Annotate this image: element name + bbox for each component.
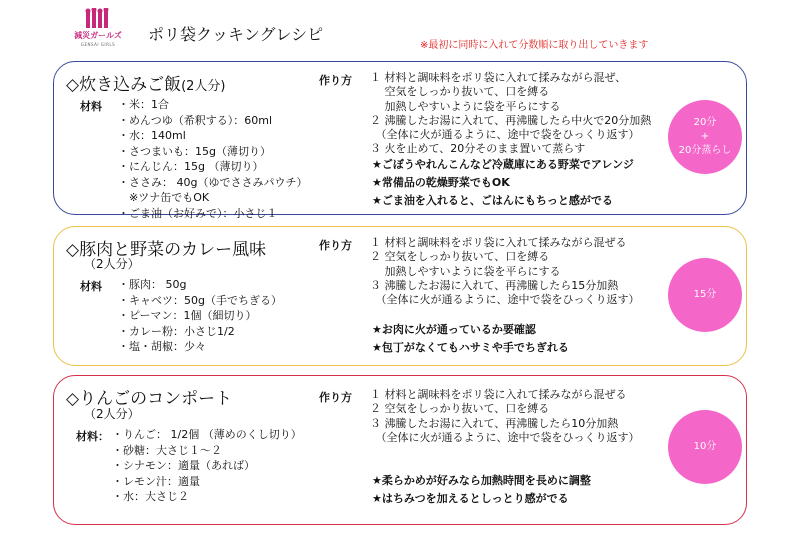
step-list bbox=[370, 236, 640, 307]
step-list bbox=[370, 388, 640, 445]
recipe-servings: （2人分） bbox=[84, 257, 140, 271]
step-item: 空気をしっかり抜いて、口を縛る bbox=[370, 85, 550, 99]
method-label: 作り方 bbox=[319, 239, 352, 252]
logo bbox=[68, 8, 128, 52]
tip-item: ★はちみつを加えるとしっとり感がでる bbox=[372, 492, 569, 505]
step-item: ２ 空気をしっかり抜いて、口を縛る bbox=[370, 250, 550, 264]
step-item: １ 材料と調味料をポリ袋に入れて揉みながら混ぜ、 bbox=[370, 71, 627, 84]
recipe-card-pork-curry bbox=[53, 226, 747, 366]
ingredient-item: ・キャベツ：50g（手でちぎる） bbox=[118, 293, 282, 307]
method-label: 作り方 bbox=[319, 391, 352, 404]
recipe-title: ◇豚肉と野菜のカレー風味 bbox=[66, 240, 267, 260]
step-item: （全体に火が通るように、途中で袋をひっくり返す） bbox=[370, 128, 640, 142]
ingredient-item: ・ごま油（お好みで）：小さじ１ bbox=[118, 206, 278, 220]
ingredient-item: ・カレー粉：小さじ1/2 bbox=[118, 324, 235, 338]
tip-item: ★ごま油を入れると、ごはんにもちっと感がでる bbox=[372, 194, 613, 207]
tip-list bbox=[372, 472, 591, 508]
ingredient-item: ・めんつゆ（希釈する）：60ml bbox=[118, 113, 273, 127]
step-item: ２ 空気をしっかり抜いて、口を縛る bbox=[370, 402, 550, 416]
step-item: （全体に火が通るように、途中で袋をひっくり返す） bbox=[370, 293, 640, 307]
notice-text: ※最初に同時に入れて分数順に取り出していきます bbox=[420, 40, 649, 51]
recipe-servings: （2人分） bbox=[84, 407, 140, 421]
ingredient-item: ・水：大さじ２ bbox=[112, 490, 189, 503]
logo-figures-icon bbox=[68, 8, 128, 30]
step-item: （全体に火が通るように、途中で袋をひっくり返す） bbox=[370, 430, 640, 444]
ingredient-item: ・水：140ml bbox=[118, 129, 186, 142]
time-badge: 20分 + 20分蒸らし bbox=[668, 100, 742, 174]
ingredient-list bbox=[118, 277, 282, 355]
ingredient-item: ・りんご： 1/2個 （薄めのくし切り） bbox=[112, 428, 302, 441]
tip-item: ★常備品の乾燥野菜でもOK bbox=[372, 176, 510, 189]
materials-label: 材料： bbox=[76, 430, 109, 443]
tip-item: ★ごぼうやれんこんなど冷蔵庫にある野菜でアレンジ bbox=[372, 158, 634, 171]
time-badge: 10分 bbox=[668, 410, 742, 484]
step-item: 加熱しやすいように袋を平らにする bbox=[370, 99, 561, 113]
ingredient-item: ・さつまいも：15g（薄切り） bbox=[118, 144, 271, 158]
ingredient-list bbox=[118, 97, 307, 221]
step-item: 加熱しやすいように袋を平らにする bbox=[370, 264, 561, 278]
logo-text: 減災ガールズ bbox=[74, 31, 122, 40]
ingredient-item: ※ツナ缶でもOK bbox=[118, 191, 210, 204]
step-item: １ 材料と調味料をポリ袋に入れて揉みながら混ぜる bbox=[370, 236, 627, 249]
recipe-title: ◇りんごのコンポート bbox=[66, 389, 233, 409]
ingredient-item: ・レモン汁：適量 bbox=[112, 474, 200, 488]
materials-label: 材料 bbox=[80, 280, 102, 293]
tip-list bbox=[372, 321, 569, 357]
tip-item: ★包丁がなくてもハサミや手でちぎれる bbox=[372, 341, 569, 354]
ingredient-item: ・シナモン：適量（あれば） bbox=[112, 459, 255, 472]
step-item: ３ 火を止めて、20分そのまま置いて蒸らす bbox=[370, 142, 586, 156]
step-item: ３ 沸騰したお湯に入れて、再沸騰したら10分加熱 bbox=[370, 416, 619, 430]
step-item: １ 材料と調味料をポリ袋に入れて揉みながら混ぜる bbox=[370, 388, 627, 401]
ingredient-item: ・砂糖：大さじ１～２ bbox=[112, 443, 222, 457]
ingredient-item: ・ピーマン：1個（細切り） bbox=[118, 309, 257, 322]
recipe-card-takikomi-gohan bbox=[53, 61, 747, 220]
page-title: ポリ袋クッキングレシピ bbox=[148, 25, 324, 44]
recipe-card-apple-compote bbox=[53, 375, 747, 525]
recipe-title: ◇炊き込みご飯(2人分) bbox=[66, 75, 226, 95]
tip-item: ★柔らかめが好みなら加熱時間を長めに調整 bbox=[372, 474, 591, 487]
step-item: ２ 沸騰したお湯に入れて、再沸騰したら中火で20分加熱 bbox=[370, 113, 652, 127]
ingredient-item: ・米：1合 bbox=[118, 98, 169, 111]
tip-list bbox=[372, 156, 634, 210]
materials-label: 材料 bbox=[80, 100, 102, 113]
time-badge: 15分 bbox=[668, 258, 742, 332]
step-item: ３ 沸騰したお湯に入れて、再沸騰したら15分加熱 bbox=[370, 278, 619, 292]
tip-item: ★お肉に火が通っているか要確認 bbox=[372, 323, 536, 336]
step-list bbox=[370, 71, 651, 157]
method-label: 作り方 bbox=[319, 74, 352, 87]
recipe-servings: (2人分) bbox=[181, 79, 226, 94]
ingredient-item: ・塩・胡椒：少々 bbox=[118, 340, 206, 353]
ingredient-item: ・豚肉： 50g bbox=[118, 278, 187, 291]
ingredient-list bbox=[112, 427, 302, 505]
logo-subtext: GENSAI GIRLS bbox=[80, 42, 116, 47]
ingredient-item: ・ささみ： 40g（ゆでささみパウチ） bbox=[118, 175, 308, 189]
ingredient-item: ・にんじん：15g （薄切り） bbox=[118, 160, 264, 173]
